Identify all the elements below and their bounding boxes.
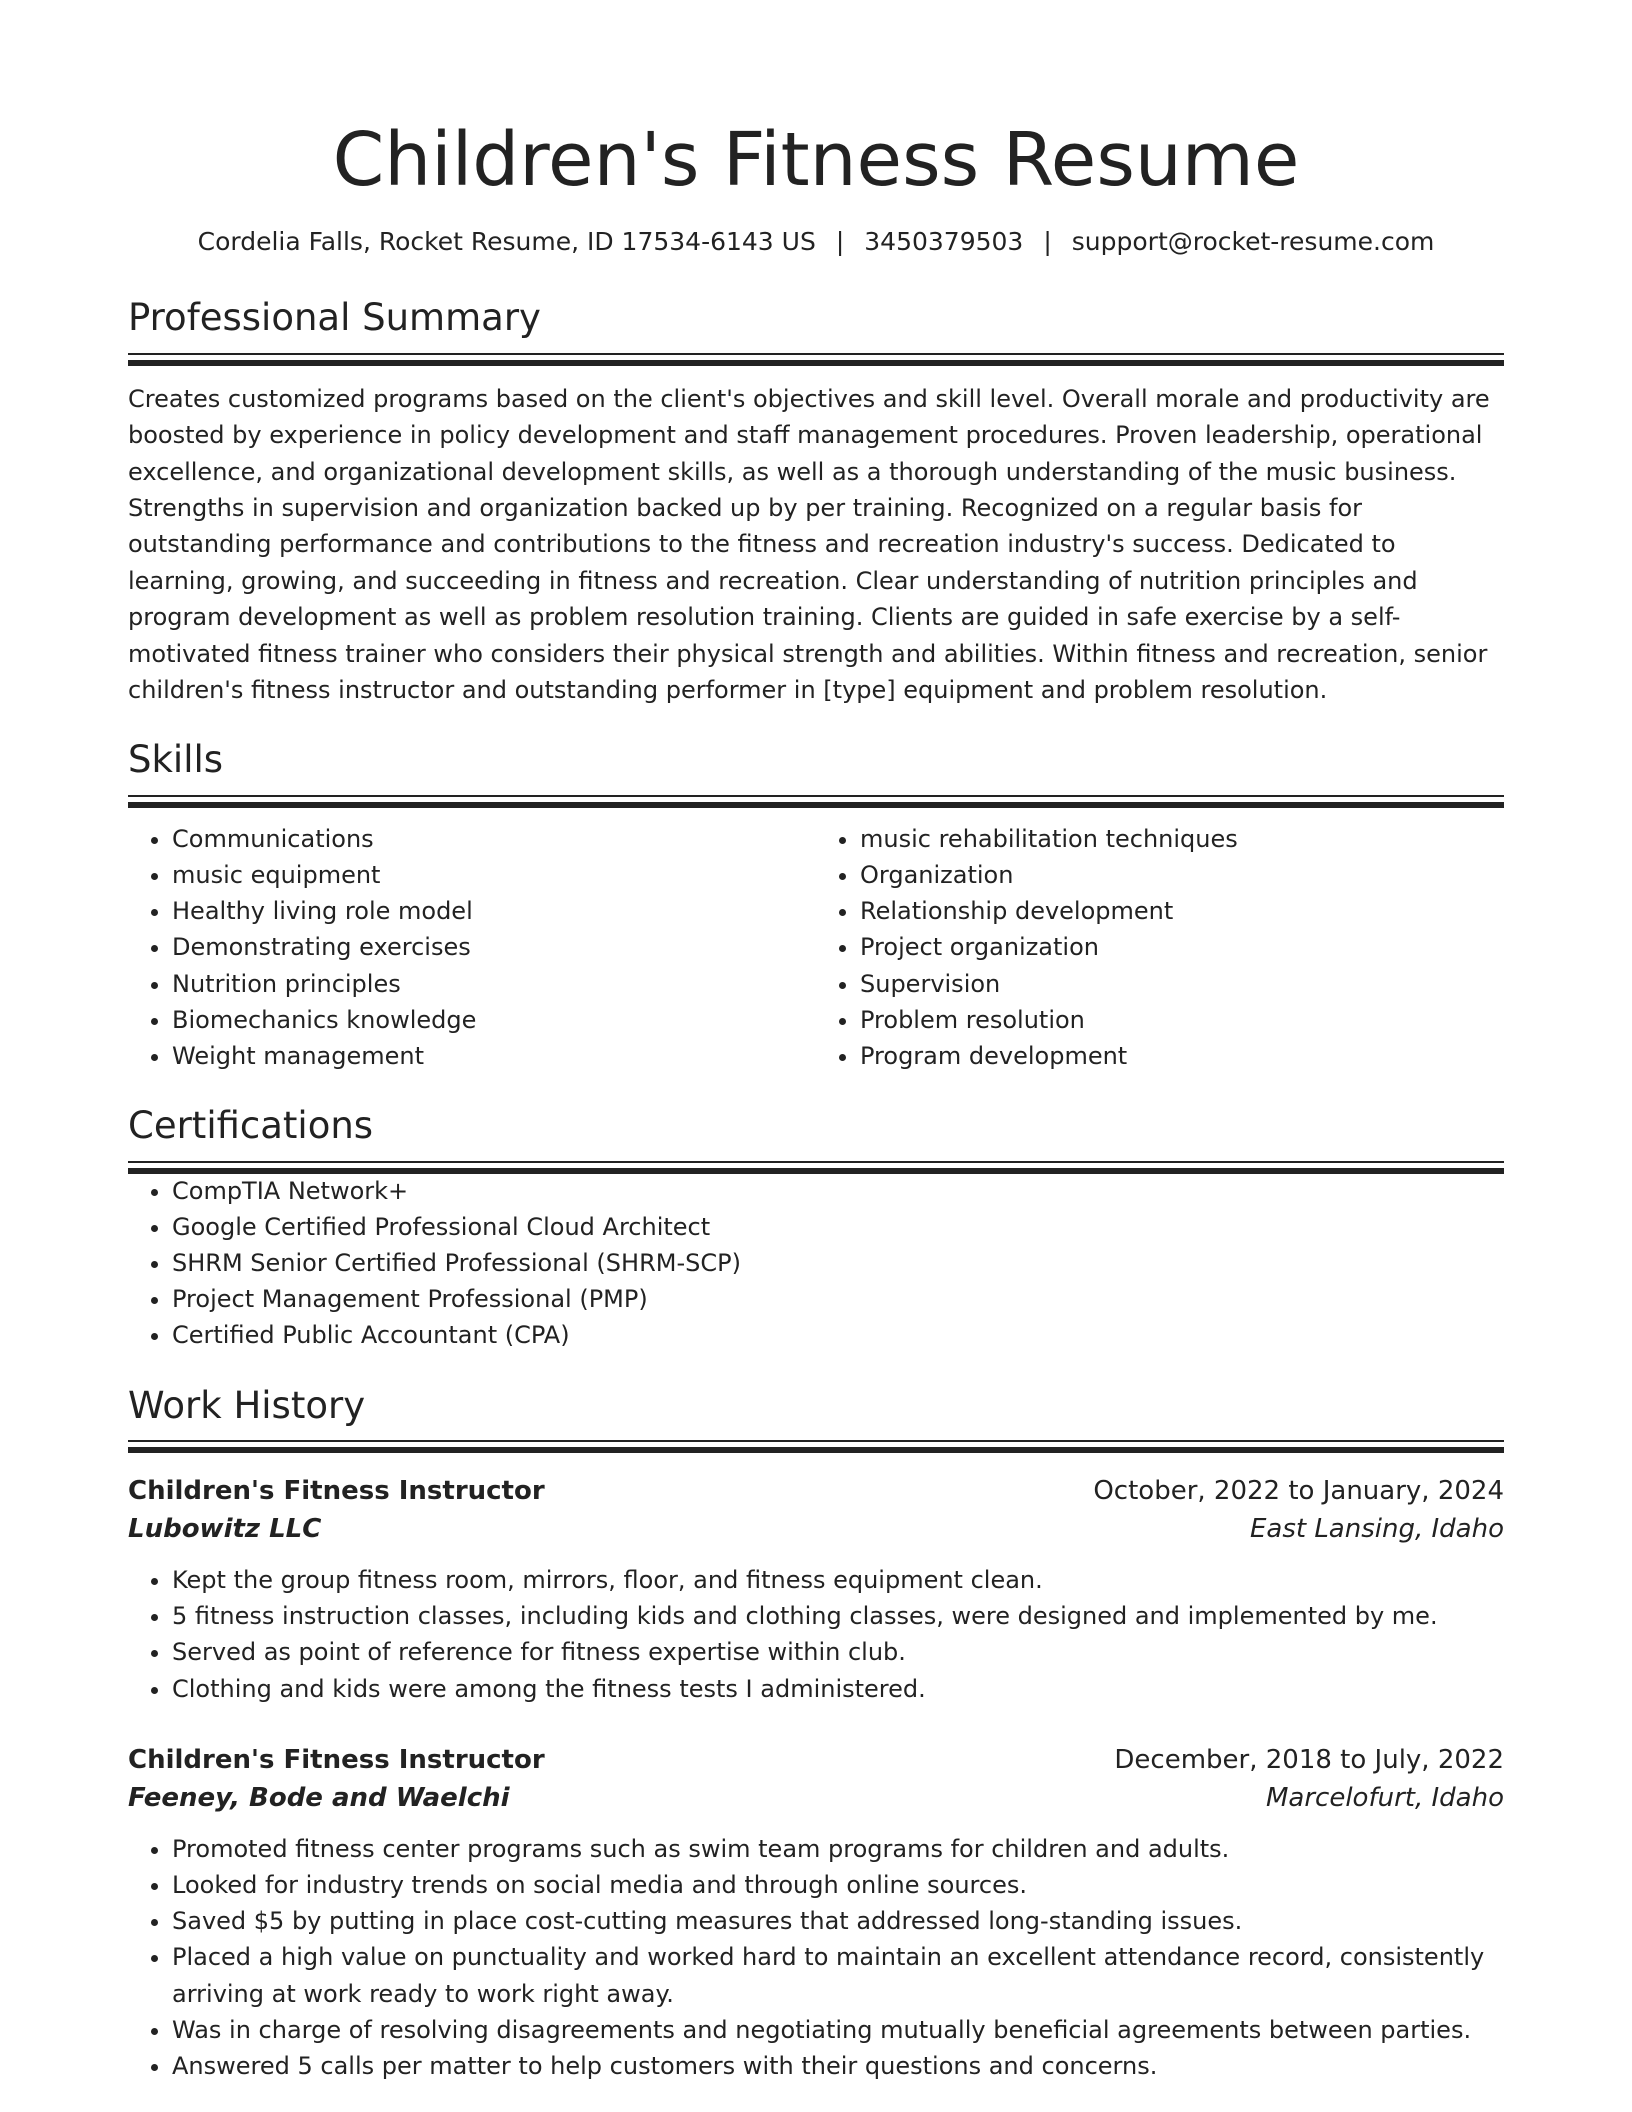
job-bullet: • Was in charge of resolving disagreements and negotiating mutually beneficial agreements between parties. <box>172 2012 1504 2048</box>
skill-item: • Project organization <box>860 929 1504 965</box>
certifications-section <box>128 1104 1504 1353</box>
contact-line <box>128 227 1504 256</box>
job-bullet: • Clothing and kids were among the fitness tests I administered. <box>172 1671 1504 1707</box>
work-history-section <box>128 1384 1504 2085</box>
certification-item: • Project Management Professional (PMP) <box>172 1281 1504 1317</box>
job-bullet: • Saved $5 by putting in place cost-cutting measures that addressed long-standing issues. <box>172 1903 1504 1939</box>
job-bullet: • Answered 5 calls per matter to help customers with their questions and concerns. <box>172 2048 1504 2084</box>
job-bullet: • Placed a high value on punctuality and worked hard to maintain an excellent attendance record, consistently arriving at work ready to work right away. <box>172 1939 1504 2011</box>
job-bullets <box>128 1562 1504 1707</box>
job-dates: December, 2018 to July, 2022 <box>1114 1744 1504 1775</box>
section-heading-certifications: Certifications <box>128 1104 374 1148</box>
certification-item: • SHRM Senior Certified Professional (SHRM-SCP) <box>172 1245 1504 1281</box>
job-company-row <box>128 1510 1504 1548</box>
section-divider <box>128 795 1504 807</box>
skill-item: • Demonstrating exercises <box>172 929 816 965</box>
skill-item: • Healthy living role model <box>172 893 816 929</box>
section-divider <box>128 353 1504 365</box>
job-location: Marcelofurt, Idaho <box>1265 1782 1504 1813</box>
skill-item: • Relationship development <box>860 893 1504 929</box>
certifications-list <box>128 1173 1504 1354</box>
skill-item: • Organization <box>860 857 1504 893</box>
job-bullets <box>128 1831 1504 2084</box>
skills-column-left <box>128 821 816 1074</box>
job-bullet: • Looked for industry trends on social media and through online sources. <box>172 1867 1504 1903</box>
skill-item: • Biomechanics knowledge <box>172 1002 816 1038</box>
skills-section <box>128 738 1504 1074</box>
skills-grid <box>128 821 1504 1074</box>
contact-phone: 3450379503 <box>864 227 1024 257</box>
certification-item: • Certified Public Accountant (CPA) <box>172 1317 1504 1353</box>
skill-item: • music equipment <box>172 857 816 893</box>
skill-item: • Nutrition principles <box>172 966 816 1002</box>
section-heading-summary: Professional Summary <box>128 296 541 340</box>
section-heading-work-history: Work History <box>128 1383 366 1427</box>
contact-address: Cordelia Falls, Rocket Resume, ID 17534-6143 US <box>197 227 816 257</box>
job-company: Feeney, Bode and Waelchi <box>128 1782 510 1813</box>
job-company-row <box>128 1779 1504 1817</box>
skill-item: • Supervision <box>860 966 1504 1002</box>
skills-column-right <box>816 821 1504 1074</box>
section-divider <box>128 1161 1504 1173</box>
section-divider <box>128 1440 1504 1452</box>
job-company: Lubowitz LLC <box>128 1514 322 1545</box>
job-header-row <box>128 1741 1504 1779</box>
skills-list-right <box>816 821 1504 1074</box>
contact-email: support@rocket-resume.com <box>1071 227 1435 257</box>
job-title: Children's Fitness Instructor <box>128 1476 545 1507</box>
skill-item: • Communications <box>172 821 816 857</box>
job-bullet: • Kept the group fitness room, mirrors, floor, and fitness equipment clean. <box>172 1562 1504 1598</box>
certification-item: • CompTIA Network+ <box>172 1173 1504 1209</box>
job-location: East Lansing, Idaho <box>1249 1514 1504 1545</box>
job-bullet: • Served as point of reference for fitness expertise within club. <box>172 1634 1504 1670</box>
skills-list-left <box>128 821 816 1074</box>
job-header-row <box>128 1472 1504 1510</box>
section-heading-skills: Skills <box>128 738 224 782</box>
job-dates: October, 2022 to January, 2024 <box>1093 1476 1504 1507</box>
job-bullet: • Promoted fitness center programs such as swim team programs for children and adults. <box>172 1831 1504 1867</box>
skill-item: • music rehabilitation techniques <box>860 821 1504 857</box>
skill-item: • Weight management <box>172 1038 816 1074</box>
page-title: Children's Fitness Resume <box>332 117 1300 203</box>
contact-separator: | <box>1043 227 1052 257</box>
job-bullet: • 5 fitness instruction classes, including kids and clothing classes, were designed and implemented by me. <box>172 1598 1504 1634</box>
job-entry <box>128 1472 1504 1707</box>
skill-item: • Problem resolution <box>860 1002 1504 1038</box>
certification-item: • Google Certified Professional Cloud Architect <box>172 1209 1504 1245</box>
job-entry <box>128 1741 1504 2084</box>
job-title: Children's Fitness Instructor <box>128 1744 545 1775</box>
skill-item: • Program development <box>860 1038 1504 1074</box>
summary-text: Creates customized programs based on the client's objectives and skill level. Overall morale and productivity are boosted by experience in policy development and staff management procedures. Proven leadership, operational excellence, and organizational development skills, as well as a thorough understanding of the music business. Strengths in supervision and organization backed up by per training. Recognized on a regular basis for outstanding performance and contributions to the fitness and recreation industry's success. Dedicated to learning, growing, and succeeding in fitness and recreation. Clear understanding of nutrition principles and program development as well as problem resolution training. Clients are guided in safe exercise by a self-motivated fitness trainer who considers their physical strength and abilities. Within fitness and recreation, senior children's fitness instructor and outstanding performer in [type] equipment and problem resolution. <box>128 384 1490 705</box>
summary-section <box>128 296 1504 708</box>
contact-separator: | <box>835 227 845 257</box>
